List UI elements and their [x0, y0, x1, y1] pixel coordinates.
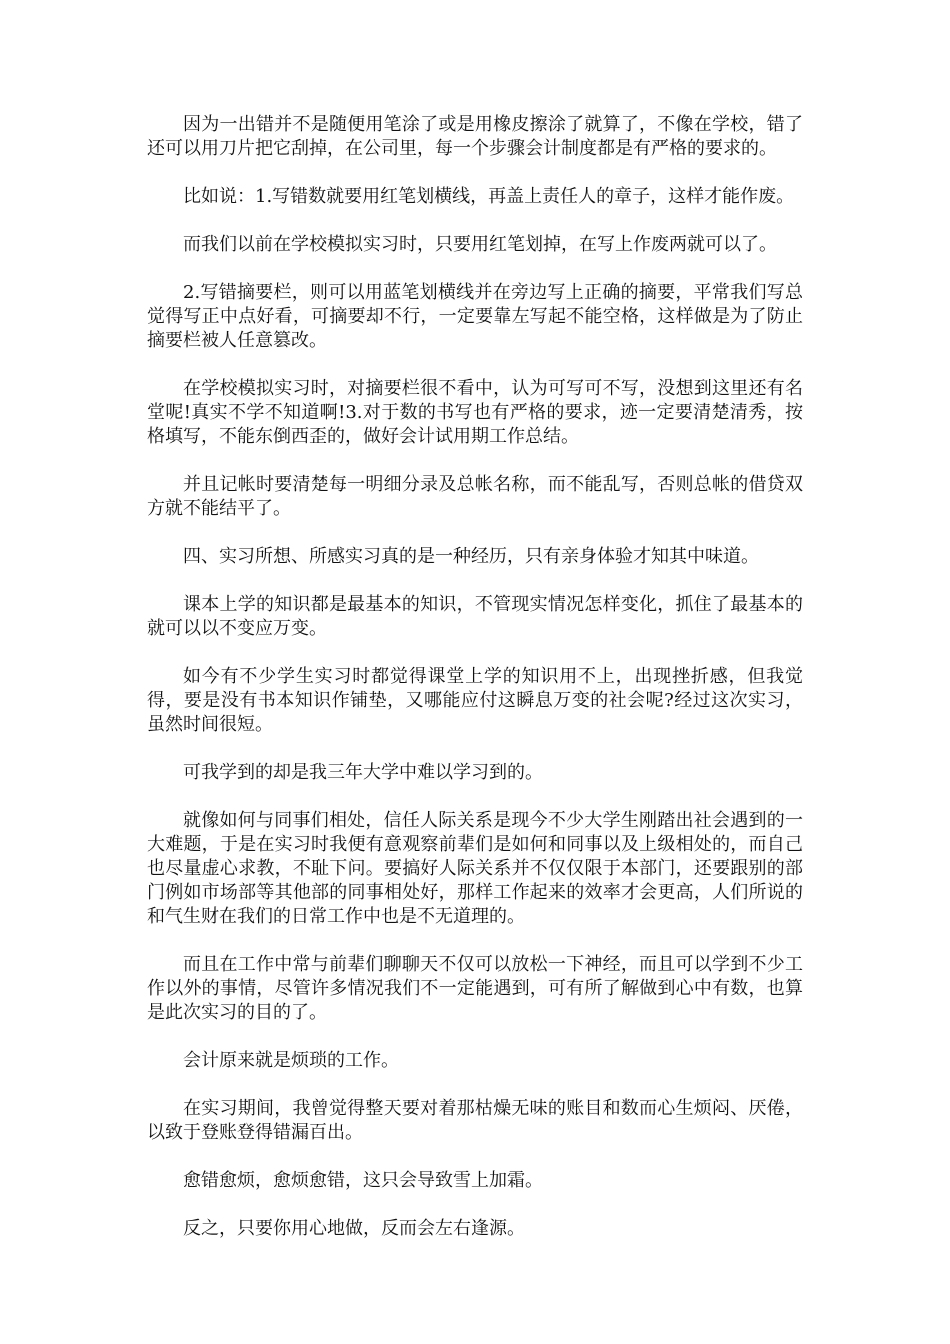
- document-body: [147, 113, 803, 1265]
- paragraph-1: 因为一出错并不是随便用笔涂了或是用橡皮擦涂了就算了，不像在学校，错了还可以用刀片把它刮掉，在公司里，每一个步骤会计制度都是有严格的要求的。: [147, 114, 803, 159]
- paragraph-5: 在学校模拟实习时，对摘要栏很不看中，认为可写可不写，没想到这里还有名堂呢!真实不学不知道啊!3.对于数的书写也有严格的要求，迹一定要清楚清秀，按格填写，不能东倒西歪的，做好会计试用期工作总结。: [147, 378, 803, 447]
- paragraph-8: 课本上学的知识都是最基本的知识，不管现实情况怎样变化，抓住了最基本的就可以以不变应万变。: [147, 594, 803, 639]
- paragraph-10: 可我学到的却是我三年大学中难以学习到的。: [183, 762, 543, 783]
- paragraph-16: 反之，只要你用心地做，反而会左右逢源。: [183, 1218, 525, 1239]
- paragraph-3: 而我们以前在学校模拟实习时，只要用红笔划掉，在写上作废两就可以了。: [183, 234, 777, 255]
- paragraph-11: 就像如何与同事们相处，信任人际关系是现今不少大学生刚踏出社会遇到的一大难题，于是在实习时我便有意观察前辈们是如何和同事以及上级相处的，而自己也尽量虚心求教，不耻下问。要搞好人际关系并不仅仅限于本部门，还要跟别的部门例如市场部等其他部的同事相处好，那样工作起来的效率才会更高，人们所说的和气生财在我们的日常工作中也是不无道理的。: [147, 810, 803, 927]
- paragraph-9: 如今有不少学生实习时都觉得课堂上学的知识用不上，出现挫折感，但我觉得，要是没有书本知识作铺垫，又哪能应付这瞬息万变的社会呢?经过这次实习，虽然时间很短。: [147, 666, 803, 735]
- paragraph-13: 会计原来就是烦琐的工作。: [183, 1050, 399, 1071]
- paragraph-6: 并且记帐时要清楚每一明细分录及总帐名称，而不能乱写，否则总帐的借贷双方就不能结平了。: [147, 474, 803, 519]
- paragraph-4: 2.写错摘要栏，则可以用蓝笔划横线并在旁边写上正确的摘要，平常我们写总觉得写正中点好看，可摘要却不行，一定要靠左写起不能空格，这样做是为了防止摘要栏被人任意篡改。: [147, 282, 803, 351]
- paragraph-7: 四、实习所想、所感实习真的是一种经历，只有亲身体验才知其中味道。: [183, 546, 759, 567]
- paragraph-14: 在实习期间，我曾觉得整天要对着那枯燥无味的账目和数而心生烦闷、厌倦，以致于登账登得错漏百出。: [147, 1098, 803, 1143]
- paragraph-2: 比如说：1.写错数就要用红笔划横线，再盖上责任人的章子，这样才能作废。: [183, 186, 795, 207]
- paragraph-15: 愈错愈烦，愈烦愈错，这只会导致雪上加霜。: [183, 1170, 543, 1191]
- paragraph-12: 而且在工作中常与前辈们聊聊天不仅可以放松一下神经，而且可以学到不少工作以外的事情，尽管许多情况我们不一定能遇到，可有所了解做到心中有数，也算是此次实习的目的了。: [147, 954, 803, 1023]
